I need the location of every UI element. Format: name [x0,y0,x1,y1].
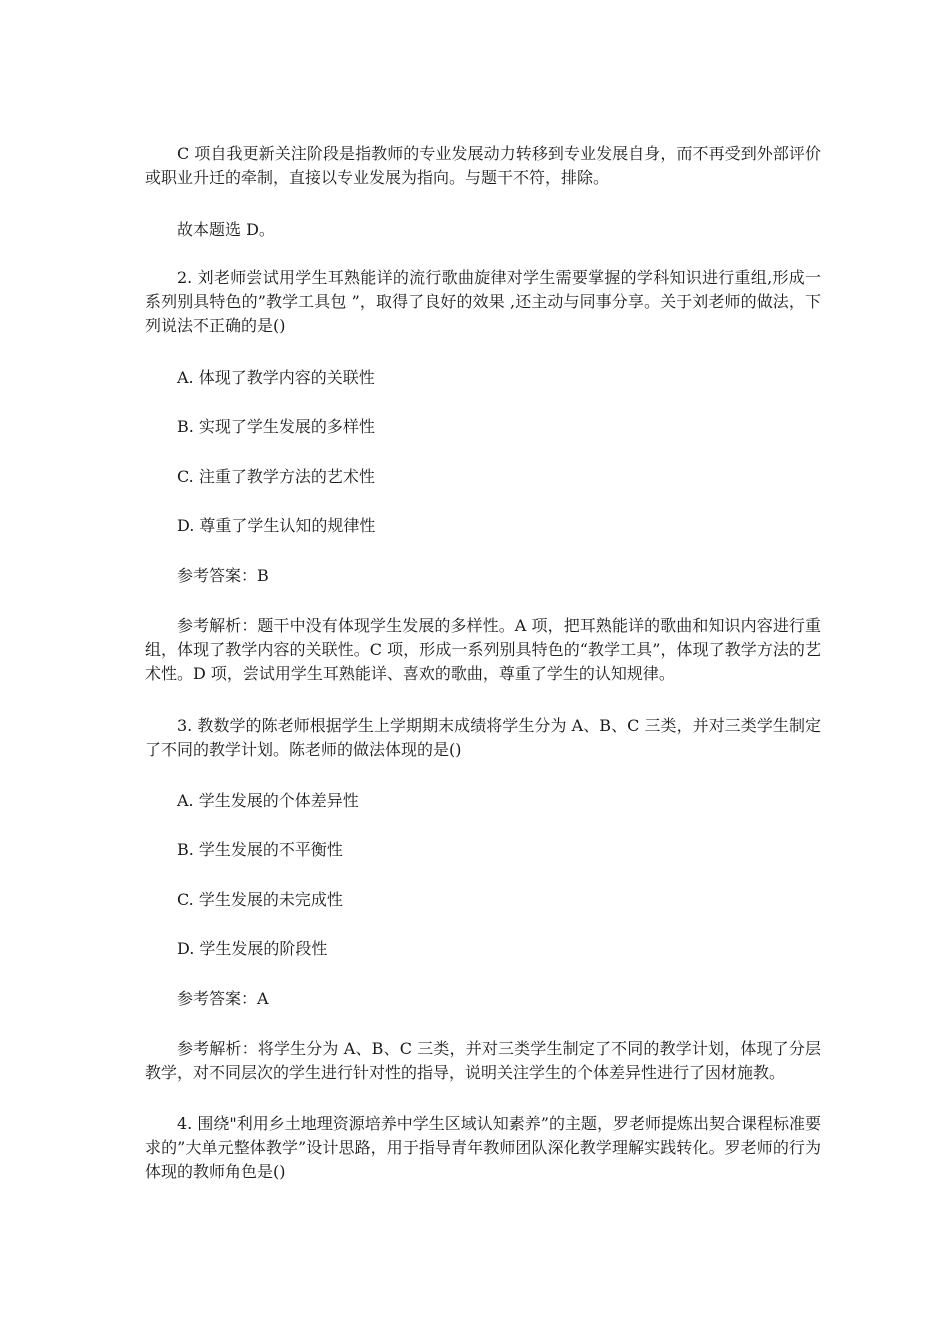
question-3-option-d: D. 学生发展的阶段性 [177,939,328,958]
question-4-stem: 4. 围绕"利用乡土地理资源培养中学生区域认知素养”的主题，罗老师提炼出契合课程标准要求的”大单元整体教学”设计思路，用于指导青年教师团队深化教学理解实践转化。罗老师的行为体现的教师角色是() [145,1114,821,1181]
question-3-option-b: B. 学生发展的不平衡性 [177,840,343,859]
question-2-stem: 2. 刘老师尝试用学生耳熟能详的流行歌曲旋律对学生需要掌握的学科知识进行重组,形成一系列别具特色的”教学工具包 ”，取得了良好的效果 ,还主动与同事分享。关于刘老师的做法，下列说法不正确的是() [145,268,821,335]
conclusion: 故本题选 D。 [177,220,275,239]
question-2-option-c: C. 注重了教学方法的艺术性 [177,467,375,486]
question-3-answer: 参考答案：A [177,989,269,1008]
question-2-option-a: A. 体现了教学内容的关联性 [177,368,375,387]
question-2-option-d: D. 尊重了学生认知的规律性 [177,516,376,535]
question-3-option-a: A. 学生发展的个体差异性 [177,791,359,810]
option-c-analysis: C 项自我更新关注阶段是指教师的专业发展动力转移到专业发展自身，而不再受到外部评价或职业升迁的牵制，直接以专业发展为指向。与题干不符，排除。 [145,144,821,187]
question-2-analysis: 参考解析：题干中没有体现学生发展的多样性。A 项，把耳熟能详的歌曲和知识内容进行重组，体现了教学内容的关联性。C 项，形成一系列别具特色的“教学工具”，体现了教学方法的艺术性。D 项，尝试用学生耳熟能详、喜欢的歌曲，尊重了学生的认知规律。 [145,616,821,683]
question-2-option-b: B. 实现了学生发展的多样性 [177,417,375,436]
question-3-analysis: 参考解析：将学生分为 A、B、C 三类，并对三类学生制定了不同的教学计划，体现了分层教学，对不同层次的学生进行针对性的指导，说明关注学生的个体差异性进行了因材施教。 [145,1039,821,1082]
question-2-answer: 参考答案：B [177,566,269,585]
question-3-option-c: C. 学生发展的未完成性 [177,890,343,909]
question-3-stem: 3. 教数学的陈老师根据学生上学期期末成绩将学生分为 A、B、C 三类，并对三类学生制定了不同的教学计划。陈老师的做法体现的是() [145,716,821,759]
